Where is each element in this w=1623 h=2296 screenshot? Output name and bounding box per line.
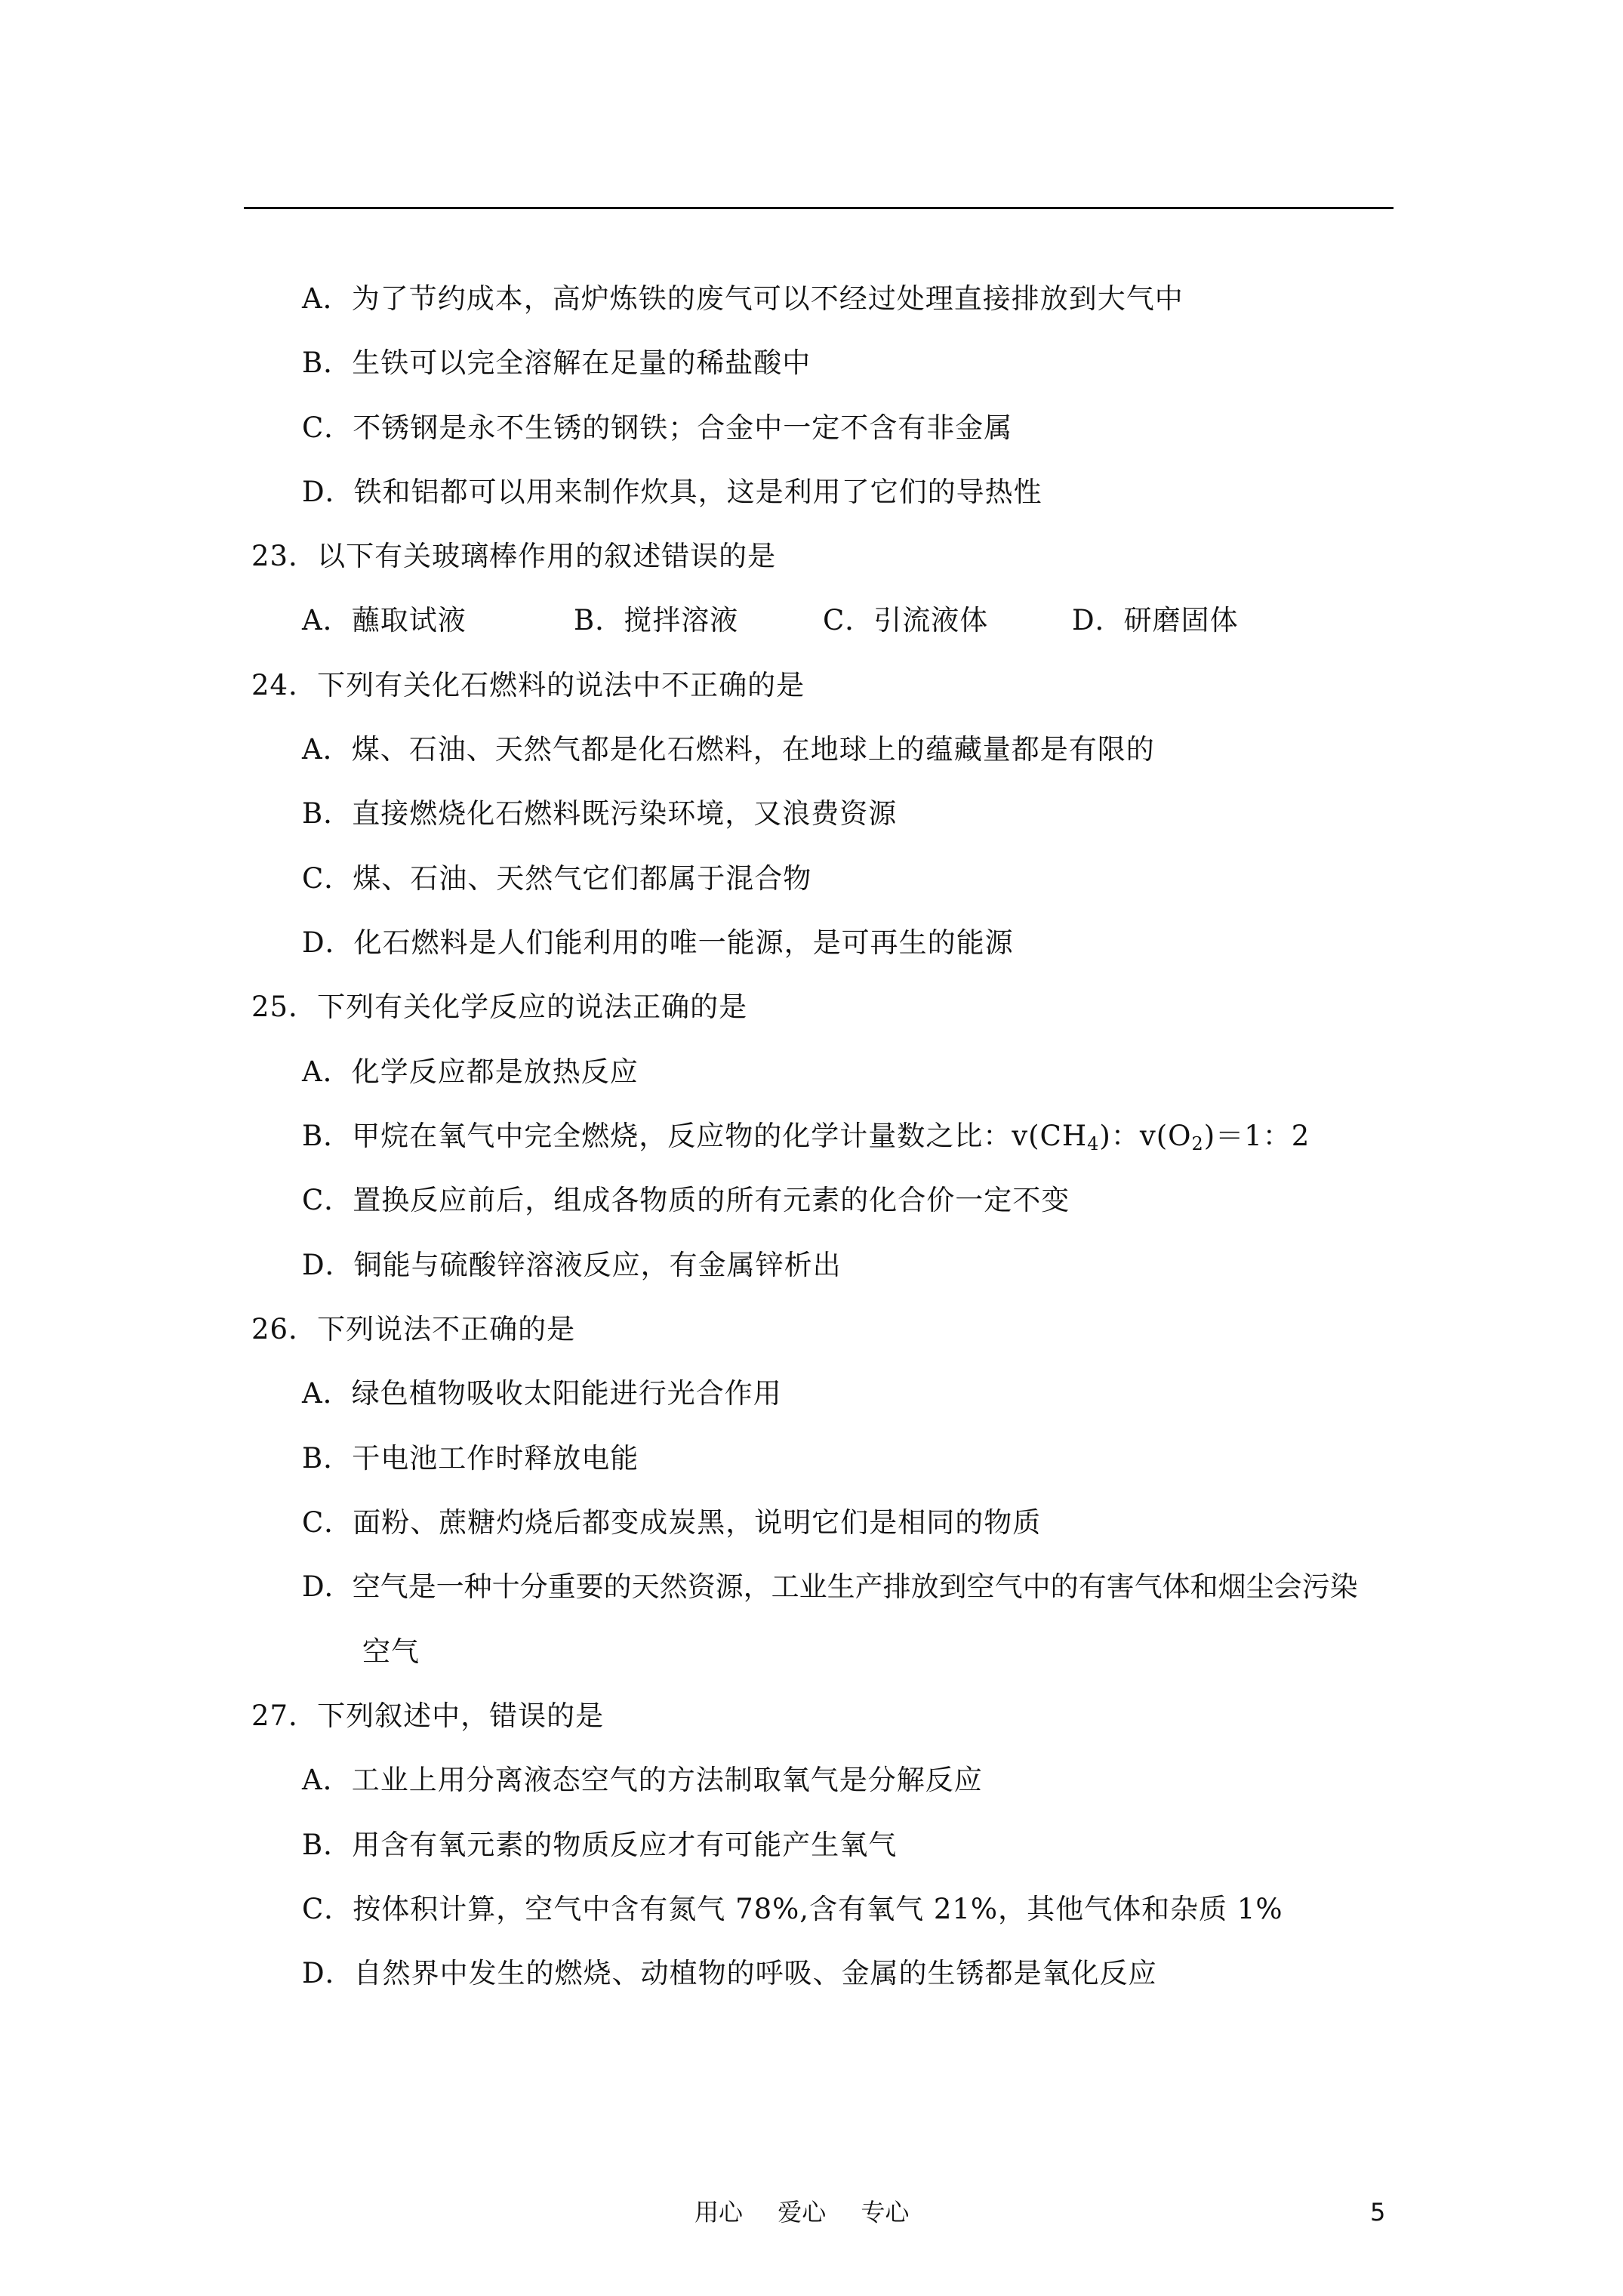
footer-word: 爱心 <box>778 2198 827 2227</box>
q27-option-b: B．用含有氧元素的物质反应才有可能产生氧气 <box>302 1829 898 1861</box>
q25-option-b-text: B．甲烷在氧气中完全燃烧，反应物的化学计量数之比： <box>302 1120 1012 1152</box>
q23-option-b: B．搅拌溶液 <box>574 604 739 636</box>
q25-formula <box>1012 1120 1310 1152</box>
q26-option-d-continuation: 空气 <box>362 1635 420 1668</box>
formula-subscript: 4 <box>1087 1133 1100 1154</box>
q27-option-a: A．工业上用分离液态空气的方法制取氧气是分解反应 <box>302 1764 983 1796</box>
q25-option-b <box>302 1118 1310 1154</box>
q23-options <box>302 603 1283 639</box>
q24-option-b: B．直接燃烧化石燃料既污染环境，又浪费资源 <box>302 797 898 830</box>
q26-option-a: A．绿色植物吸收太阳能进行光合作用 <box>302 1377 782 1410</box>
q22-option-d: D．铁和铝都可以用来制作炊具，这是利用了它们的导热性 <box>302 476 1042 508</box>
q22-option-c: C．不锈钢是永不生锈的钢铁；合金中一定不含有非金属 <box>302 411 1013 444</box>
q23-option-a: A．蘸取试液 <box>302 604 467 636</box>
q27-option-d: D．自然界中发生的燃烧、动植物的呼吸、金属的生锈都是氧化反应 <box>302 1957 1157 1989</box>
q25-option-a: A．化学反应都是放热反应 <box>302 1056 639 1088</box>
q22-option-b: B．生铁可以完全溶解在足量的稀盐酸中 <box>302 347 812 379</box>
q25-option-c: C．置换反应前后，组成各物质的所有元素的化合价一定不变 <box>302 1184 1070 1216</box>
q22-option-a: A．为了节约成本，高炉炼铁的废气可以不经过处理直接排放到大气中 <box>302 282 1184 315</box>
q26-option-b: B．干电池工作时释放电能 <box>302 1442 639 1475</box>
q24-option-d: D．化石燃料是人们能利用的唯一能源，是可再生的能源 <box>302 926 1014 959</box>
q23-option-d: D．研磨固体 <box>1072 604 1239 636</box>
q25-question: 25．下列有关化学反应的说法正确的是 <box>251 991 748 1023</box>
q26-question: 26．下列说法不正确的是 <box>251 1313 576 1345</box>
q26-option-d: D．空气是一种十分重要的天然资源，工业生产排放到空气中的有害气体和烟尘会污染 <box>302 1570 1358 1603</box>
q27-question: 27．下列叙述中，错误的是 <box>251 1700 605 1732</box>
q25-option-d: D．铜能与硫酸锌溶液反应，有金属锌析出 <box>302 1249 842 1281</box>
q27-option-c: C．按体积计算，空气中含有氮气 78%,含有氧气 21%，其他气体和杂质 1% <box>302 1893 1283 1925</box>
formula-subscript: 2 <box>1191 1133 1204 1154</box>
formula-part: )＝1：2 <box>1203 1120 1310 1152</box>
page-number: 5 <box>1370 2198 1386 2227</box>
footer-word: 用心 <box>694 2198 744 2227</box>
q23-question: 23．以下有关玻璃棒作用的叙述错误的是 <box>251 540 777 572</box>
q24-question: 24．下列有关化石燃料的说法中不正确的是 <box>251 669 805 701</box>
q26-option-c: C．面粉、蔗糖灼烧后都变成炭黑，说明它们是相同的物质 <box>302 1506 1042 1539</box>
formula-part: v(CH <box>1012 1120 1088 1152</box>
q24-option-a: A．煤、石油、天然气都是化石燃料，在地球上的蕴藏量都是有限的 <box>302 733 1155 766</box>
formula-part: )：v(O <box>1099 1120 1192 1152</box>
header-rule <box>244 207 1394 209</box>
q23-option-c: C．引流液体 <box>823 604 989 636</box>
q24-option-c: C．煤、石油、天然气它们都属于混合物 <box>302 862 812 895</box>
page-footer <box>694 2197 936 2227</box>
footer-word: 专心 <box>861 2198 910 2227</box>
